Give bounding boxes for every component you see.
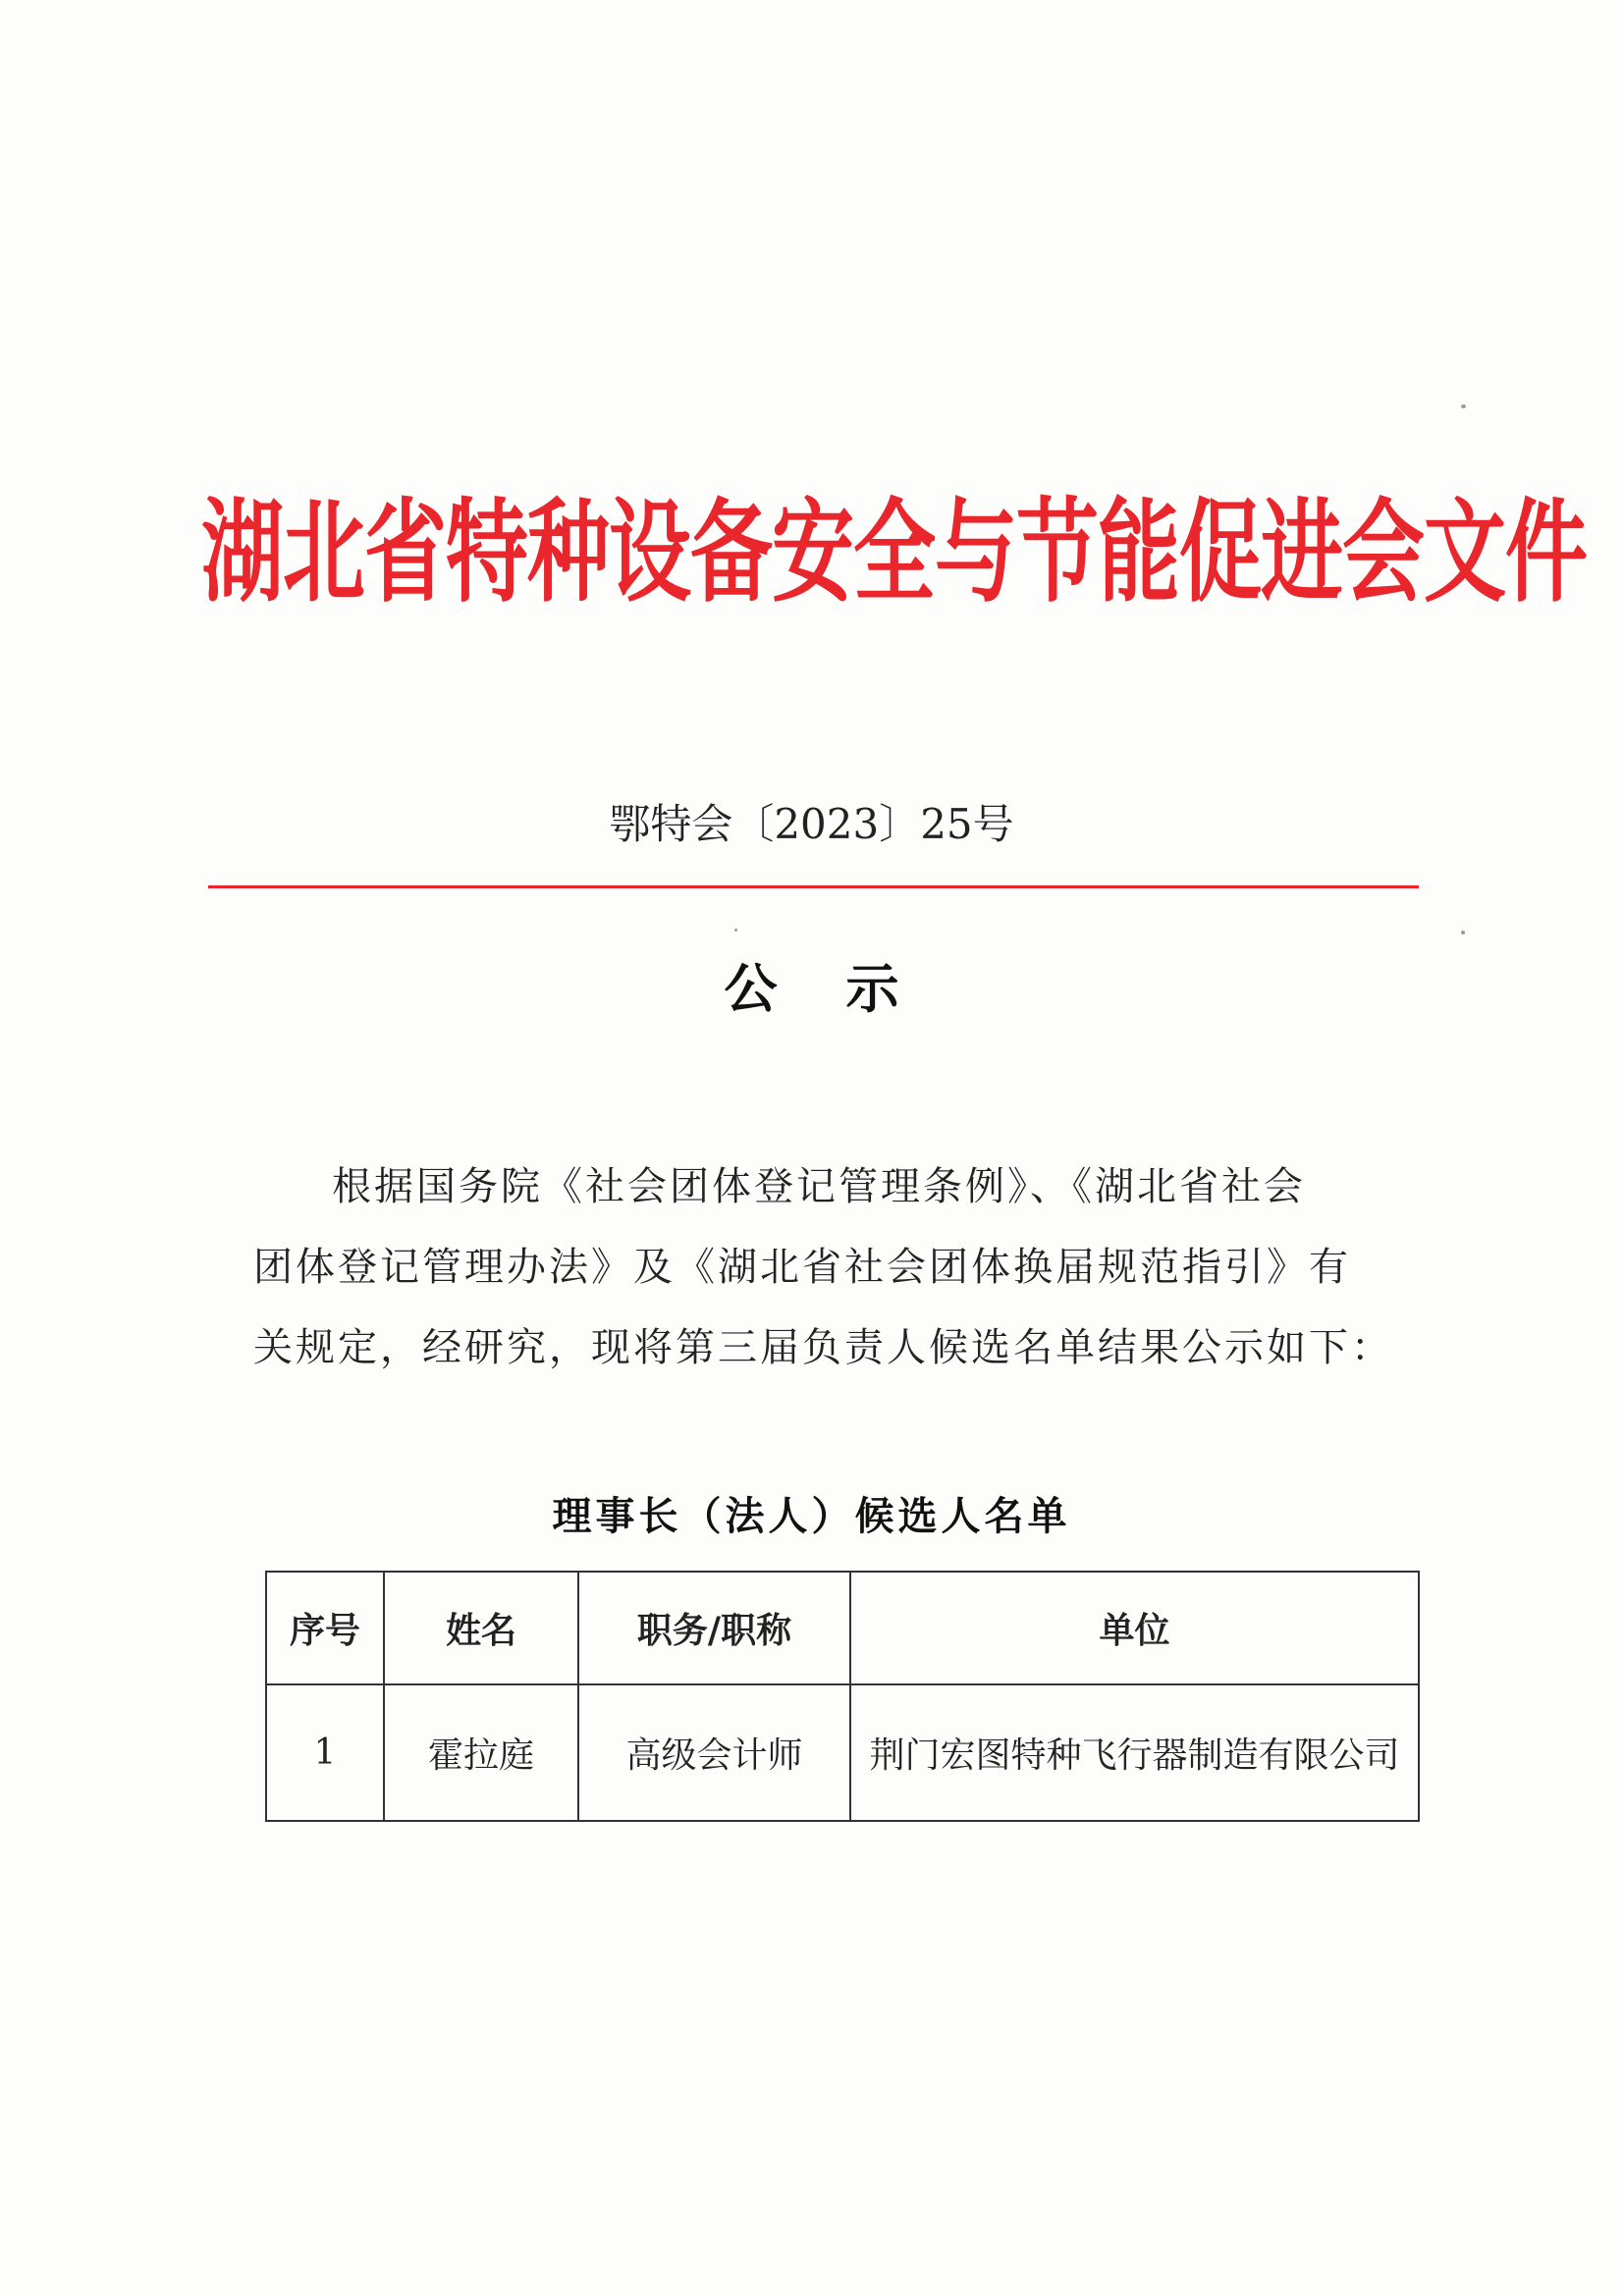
table-header-row bbox=[266, 1572, 1419, 1684]
column-header-name: 姓名 bbox=[384, 1572, 578, 1684]
notice-heading: 公示 bbox=[724, 957, 968, 1020]
cell-position: 高级会计师 bbox=[578, 1684, 850, 1821]
cell-unit: 荆门宏图特种飞行器制造有限公司 bbox=[850, 1684, 1419, 1821]
document-header-title: 湖北省特种设备安全与节能促进会文件 bbox=[201, 487, 1588, 618]
body-line: 关规定，经研究，现将第三届负责人候选名单结果公示如下： bbox=[253, 1325, 1393, 1370]
notice-body bbox=[253, 1147, 1393, 1388]
candidate-list-title: 理事长（法人）候选人名单 bbox=[552, 1493, 1071, 1539]
cell-name: 霍拉庭 bbox=[384, 1684, 578, 1821]
column-header-unit: 单位 bbox=[850, 1572, 1419, 1684]
cell-index: 1 bbox=[266, 1684, 384, 1821]
body-line: 团体登记管理办法》及《湖北省社会团体换届规范指引》有 bbox=[253, 1245, 1351, 1290]
table-row bbox=[266, 1684, 1419, 1821]
body-line: 根据国务院《社会团体登记管理条例》、《湖北省社会 bbox=[332, 1164, 1306, 1209]
document-number: 鄂特会〔2023〕25号 bbox=[609, 800, 1014, 848]
scan-speck bbox=[734, 929, 737, 932]
scan-speck bbox=[1461, 931, 1465, 934]
scan-speck bbox=[1461, 404, 1466, 408]
column-header-position: 职务/职称 bbox=[578, 1572, 850, 1684]
header-divider bbox=[208, 885, 1419, 888]
candidate-table bbox=[265, 1571, 1420, 1822]
column-header-index: 序号 bbox=[266, 1572, 384, 1684]
